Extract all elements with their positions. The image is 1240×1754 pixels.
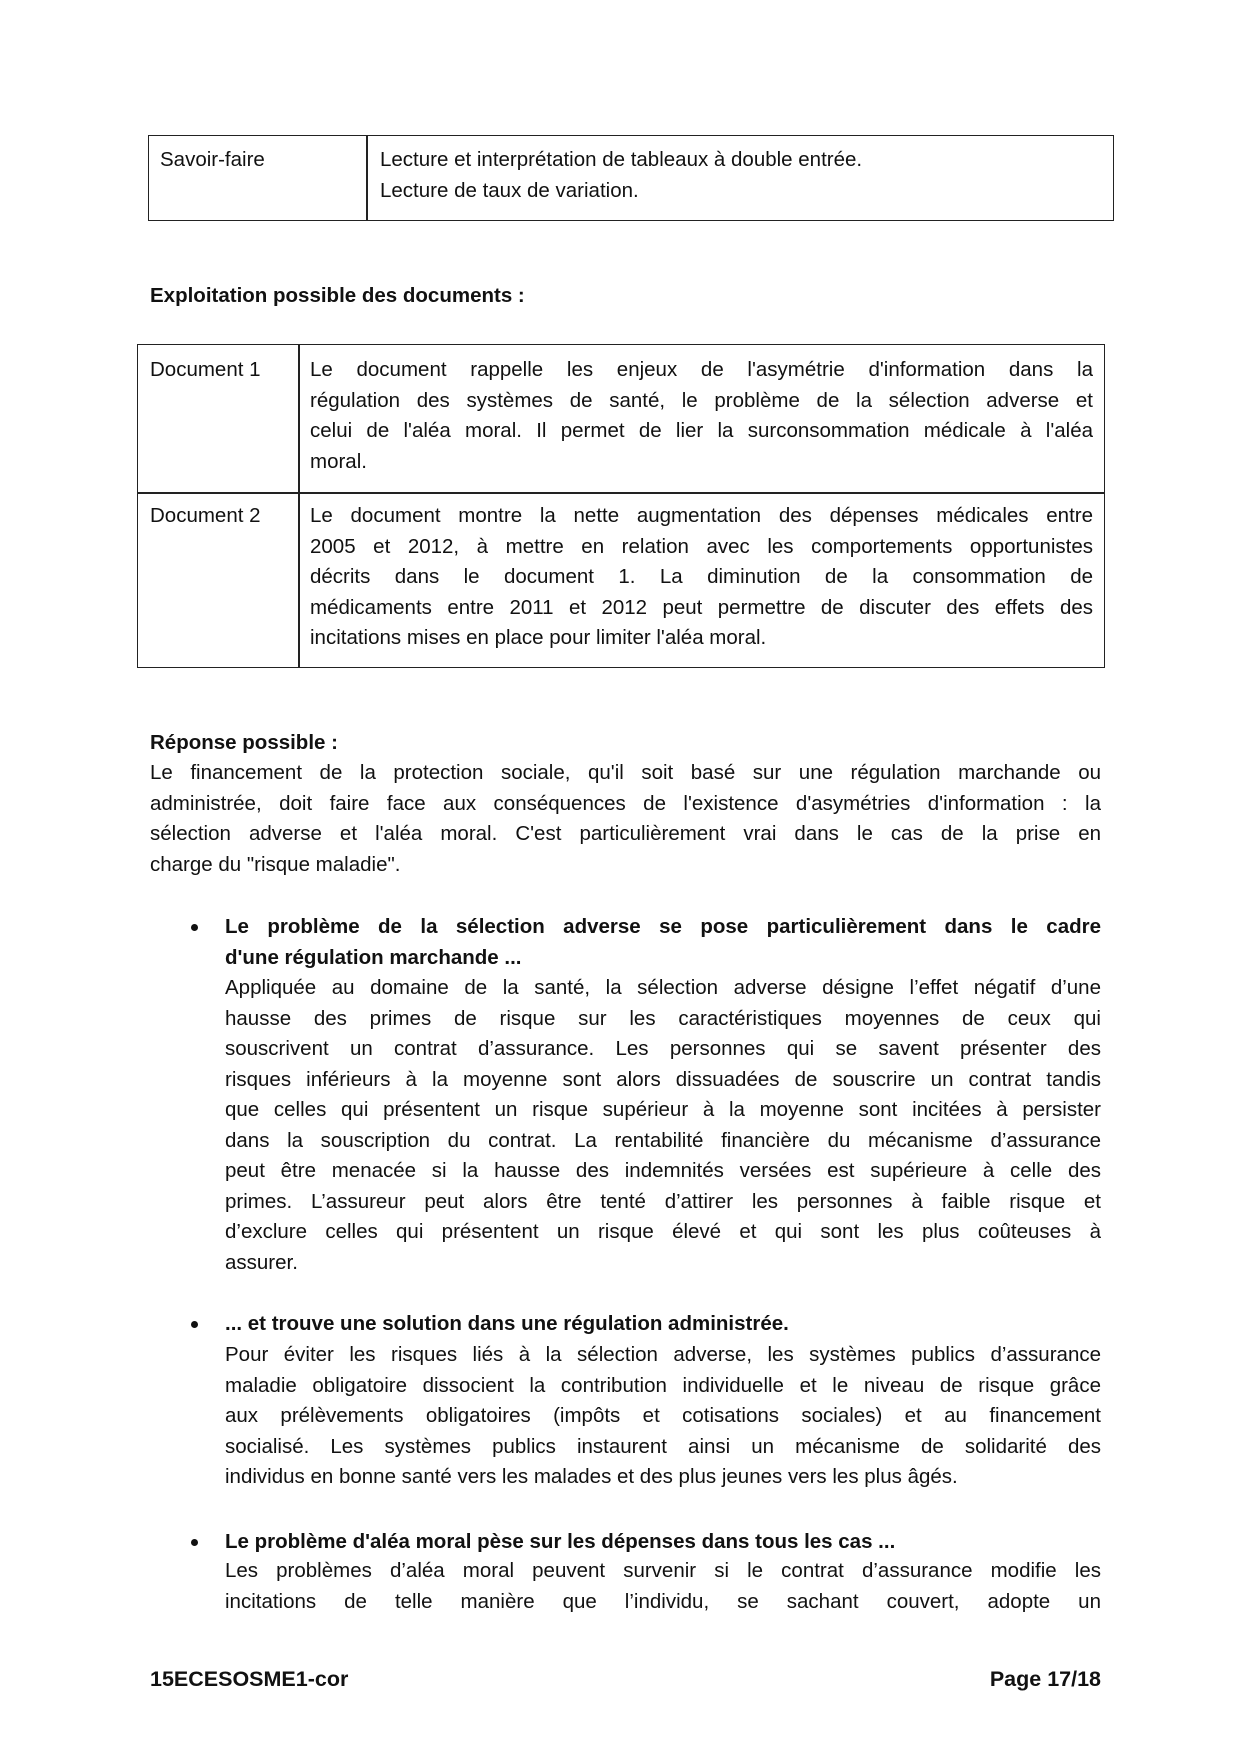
text-line: individus en bonne santé vers les malades et des plus jeunes vers les plus âgés. — [225, 1465, 958, 1488]
bullet-icon — [191, 1539, 198, 1546]
text-line: incitations mises en place pour limiter l'aléa moral. — [310, 626, 767, 649]
text-line: Lecture de taux de variation. — [380, 178, 639, 202]
footer-page-number — [990, 1664, 1101, 1695]
text-line: maladie obligatoire dissocient la contribution individuelle et le niveau de risque grâce — [225, 1373, 1101, 1397]
bullet-3-title — [225, 1527, 1101, 1558]
text-line: Le financement de la protection sociale, qu'il soit basé sur une régulation marchande ou — [150, 761, 1101, 784]
text-line: aux prélèvements obligatoires (impôts et cotisations sociales) et au financement — [225, 1404, 1101, 1427]
text-line: 2005 et 2012, à mettre en relation avec les comportements opportunistes — [310, 534, 1093, 558]
text-line: charge du "risque maladie". — [150, 852, 401, 876]
text-line: administrée, doit faire face aux conséquences de l'existence d'asymétries d'information : la — [150, 791, 1101, 815]
text-line: risques inférieurs à la moyenne sont alors dissuadées de souscrire un contrat tandis — [225, 1067, 1101, 1091]
text-line: d’exclure celles qui présentent un risque élevé et qui sont les plus coûteuses à — [225, 1220, 1101, 1243]
text-line: souscrivent un contrat d’assurance. Les personnes qui se savent présenter des — [225, 1037, 1101, 1060]
bullet-1-body — [225, 973, 1101, 1278]
text-line: Lecture et interprétation de tableaux à double entrée. — [380, 148, 863, 171]
heading-text: Réponse possible : — [150, 731, 338, 754]
table-divider — [366, 135, 368, 221]
table-divider — [298, 344, 300, 668]
text-line: assurer. — [225, 1250, 298, 1274]
competences-content — [380, 145, 1100, 206]
text-line: Le document montre la nette augmentation des dépenses médicales entre — [310, 504, 1093, 527]
text-line: socialisé. Les systèmes publics instaurent ainsi un mécanisme de solidarité des — [225, 1434, 1101, 1458]
exploitation-heading — [150, 281, 525, 312]
text-line: Le problème de la sélection adverse se pose particulièrement dans le cadre — [225, 915, 1101, 938]
text-line: celui de l'aléa moral. Il permet de lier la surconsommation médicale à l'aléa — [310, 419, 1093, 442]
bullet-1-title — [225, 912, 1101, 973]
text-line: sélection adverse et l'aléa moral. C'est particulièrement vrai dans le cas de la prise en — [150, 822, 1101, 845]
cell-label: Document 2 — [150, 504, 261, 527]
text-line: dans la souscription du contrat. La rentabilité financière du mécanisme d’assurance — [225, 1128, 1101, 1152]
text-line: médicaments entre 2011 et 2012 peut permettre de discuter des effets des — [310, 595, 1093, 619]
bullet-icon — [191, 924, 198, 931]
reponse-intro — [150, 758, 1101, 880]
text-line: ... et trouve une solution dans une régulation administrée. — [225, 1312, 789, 1335]
bullet-2-title — [225, 1309, 1101, 1340]
document-2-description — [310, 501, 1093, 654]
text-line: régulation des systèmes de santé, le problème de la sélection adverse et — [310, 388, 1093, 412]
cell-label: Savoir-faire — [160, 148, 265, 171]
bullet-2-body — [225, 1340, 1101, 1493]
bullet-3-body — [225, 1556, 1101, 1617]
text-line: Pour éviter les risques liés à la sélection adverse, les systèmes publics d’assurance — [225, 1343, 1101, 1366]
cell-label: Document 1 — [150, 358, 261, 381]
document-1-label — [150, 355, 261, 386]
table-row-divider — [137, 492, 1105, 494]
text-line: Le problème d'aléa moral pèse sur les dépenses dans tous les cas ... — [225, 1530, 896, 1553]
competences-label — [160, 145, 265, 176]
text-line: d'une régulation marchande ... — [225, 945, 522, 969]
document-1-description — [310, 355, 1093, 477]
text-line: hausse des primes de risque sur les caractéristiques moyennes de ceux qui — [225, 1006, 1101, 1030]
text-line: incitations de telle manière que l’individu, se sachant couvert, adopte un — [225, 1589, 1101, 1613]
reponse-heading — [150, 728, 338, 759]
page-number-text: Page 17/18 — [989, 1667, 1101, 1691]
text-line: Les problèmes d’aléa moral peuvent survenir si le contrat d’assurance modifie les — [225, 1559, 1101, 1582]
text-line: Le document rappelle les enjeux de l'asymétrie d'information dans la — [310, 358, 1093, 381]
footer-code-text: 15ECESOSME1-cor — [150, 1667, 349, 1691]
text-line: peut être menacée si la hausse des indemnités versées est supérieure à celle des — [225, 1159, 1101, 1182]
footer-code — [150, 1664, 348, 1695]
text-line: Appliquée au domaine de la santé, la sélection adverse désigne l’effet négatif d’une — [225, 976, 1101, 999]
heading-text: Exploitation possible des documents : — [150, 284, 525, 307]
text-line: que celles qui présentent un risque supérieur à la moyenne sont incitées à persister — [225, 1098, 1101, 1121]
document-2-label — [150, 501, 261, 532]
bullet-icon — [191, 1321, 198, 1328]
text-line: moral. — [310, 449, 367, 473]
text-line: décrits dans le document 1. La diminution de la consommation de — [310, 565, 1093, 588]
text-line: primes. L’assureur peut alors être tenté d’attirer les personnes à faible risque et — [225, 1189, 1101, 1213]
